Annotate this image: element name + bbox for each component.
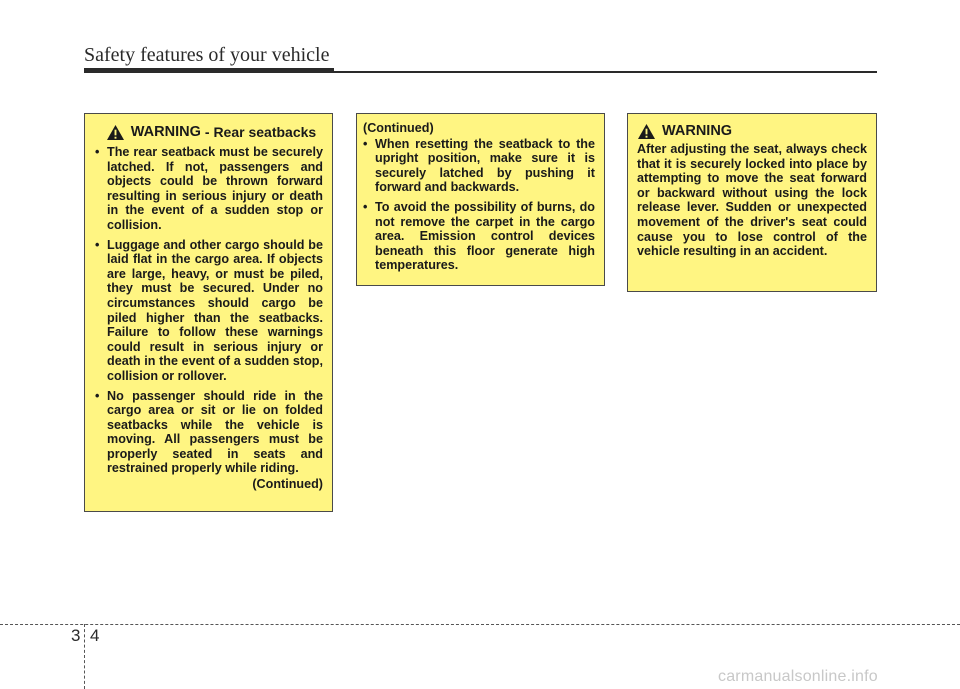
warning-triangle-icon xyxy=(106,124,125,141)
warning-heading xyxy=(637,123,867,140)
warning-box-seat-adjust xyxy=(627,113,877,292)
header-rule-thick xyxy=(84,68,334,73)
warning-bullet-list xyxy=(363,137,595,273)
bullet-item: • Luggage and other cargo should be laid flat in the cargo area. If objects are large, heavy, or must be piled, they must be secured. Under no circumstances should cargo be piled higher than the seatbacks. Failure to follow these warnings could result in serious injury or death in the event of a sudden stop, collision or rollover. xyxy=(95,238,323,384)
bullet-item: • No passenger should ride in the cargo area or sit or lie on folded seatbacks while the vehicle is moving. All passengers must be properly seated in seats and restrained properly while riding. xyxy=(95,389,323,477)
bullet-item: • To avoid the possibility of burns, do not remove the carpet in the cargo area. Emission control devices beneath this floor generate high temperatures. xyxy=(363,200,595,273)
bullet-item: • When resetting the seatback to the upright position, make sure it is securely latched by pushing it forward and backwards. xyxy=(363,137,595,195)
footer-divider xyxy=(0,624,960,625)
warning-text: After adjusting the seat, always check that it is securely locked into place by attempting to move the seat forward or backward without using the lock release lever. Sudden or unexpected movement of the driver's seat could cause you to lose control of the vehicle resulting in an accident. xyxy=(637,142,867,259)
footer-page-divider xyxy=(84,624,85,689)
continued-label: (Continued) xyxy=(252,477,323,492)
warning-heading xyxy=(99,124,323,141)
warning-triangle-icon xyxy=(637,123,656,140)
warning-box-rear-seatbacks xyxy=(84,113,333,512)
warning-word: WARNING xyxy=(130,124,201,141)
continued-label: (Continued) xyxy=(363,121,434,135)
chapter-number: 3 xyxy=(71,626,81,645)
page-section-title: Safety features of your vehicle xyxy=(84,44,330,66)
header-rule-thin xyxy=(334,71,877,73)
bullet-item: • The rear seatback must be securely latched. If not, passengers and objects could be thrown forward resulting in serious injury or death in the event of a sudden stop or collision. xyxy=(95,145,323,233)
warning-word: WARNING xyxy=(662,123,733,140)
page-number: 4 xyxy=(90,626,100,645)
warning-subtitle: - Rear seatbacks xyxy=(204,124,317,141)
warning-box-continued xyxy=(356,113,605,286)
warning-bullet-list xyxy=(95,145,323,476)
watermark-text: carmanualsonline.info xyxy=(718,668,878,685)
